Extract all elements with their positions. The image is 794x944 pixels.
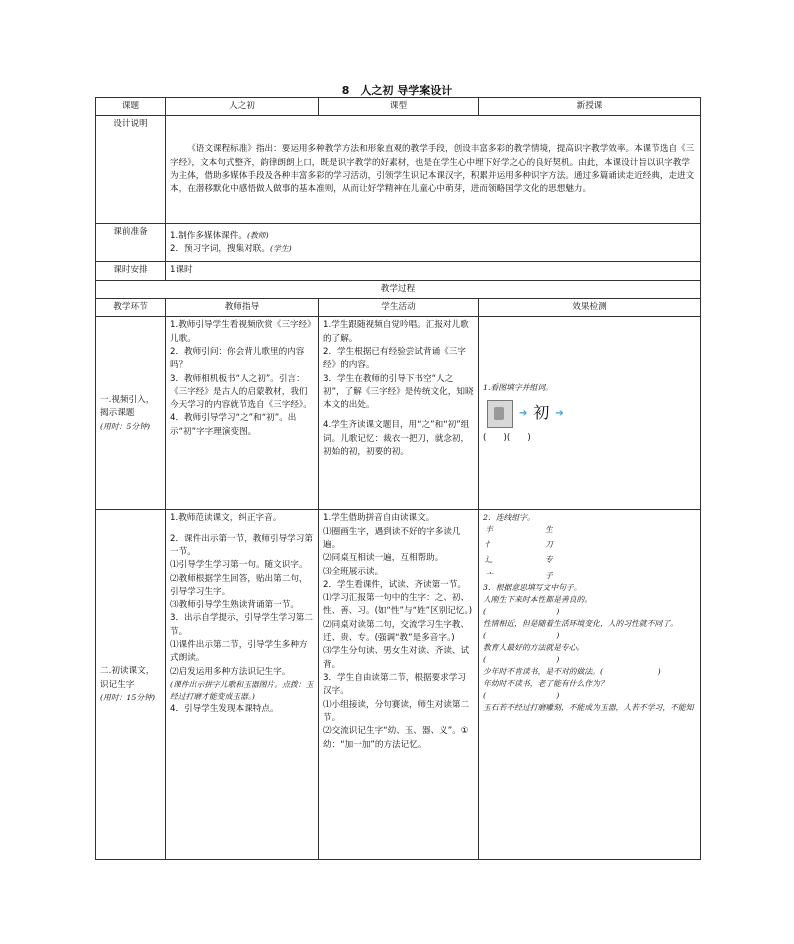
section-1-row [96,317,701,510]
char-evolution-figure [487,400,696,428]
arrow-right-icon: ➔ [519,407,528,419]
type-value: 新授课 [479,98,701,116]
time-value: 1课时 [166,262,701,280]
col-stage: 教学环节 [96,298,166,316]
section-1-stage: 一.视频引入，揭示课题 (用时：5分钟) [96,317,166,510]
lesson-plan-table [95,97,701,860]
section-2-row [96,510,701,860]
col-teacher: 教师指导 [166,298,319,316]
arrow-right-icon: ➔ [555,407,564,419]
column-header-row [96,298,701,316]
prep-row [96,224,701,262]
section-1-student: 1.学生跟随视频自觉吟唱。汇报对儿歌的了解。 2．学生根据已有经验尝试背诵《三字经》的内容。 3．学生在教师的引导下书空“人之初”，了解《三字经》是传统文化，知晓本文的出处。 4.学生齐读课文题目，用“之”和“初”组词。儿歌记忆：裁衣一把刀，就念初，初始的初，初要的初。 [319,317,479,510]
label-prep: 课前准备 [96,224,166,262]
col-check: 效果检测 [479,298,701,316]
section-2-student: 1.学生借助拼音自由读课文。 ⑴圈画生字，遇到读不好的字多读几遍。 ⑵同桌互相读一遍，互相帮助。 ⑶全班展示读。 2．学生看课件，试读、齐读第一节。 ⑴学习汇报第一句中的生字：之、初、性、善、习。(如“性”与“姓”区别记忆。) ⑵同桌对读第二句，交流学习生字教、迁、贵、专。(强调“教”是多音字。) ⑶学生分句读、男女生对读、齐读、试背。 3．学生自由读第二节，根据要求学习汉字。 ⑴小组接读，分句赛读，师生对读第二节。 ⑵交流识记生字“幼、玉、器、义”。①幼：“加一加”的方法记忆。 [319,510,479,860]
course-row [96,98,701,116]
prep-line-2: 2．预习字词，搜集对联。(学生) [170,243,292,254]
design-row [96,116,701,224]
time-row [96,262,701,280]
process-header-row [96,280,701,298]
char-match-grid: 丰 生 忄 刀 辶 专 亠 子 [485,525,553,580]
label-design: 设计说明 [96,116,166,224]
section-1-teacher: 1.教师引导学生看视频欣赏《三字经》儿歌。 2．教师引问：你会背儿歌里的内容吗？ 3．教师相机板书“人之初”。引言：《三字经》是古人的启蒙教材，我们今天学习的内容就节选自《三字经》。 4．教师引导学习“之”和“初”。出示“初”字字理演变图。 [166,317,319,510]
prep-line-1: 1.制作多媒体课件。(教师) [170,230,269,241]
label-type: 课型 [319,98,479,116]
answer-blanks: ( )( ) [483,432,531,443]
ancient-character: 初 [533,403,550,423]
section-2-stage: 二.初读课文，识记生字 (用时：15分钟) [96,510,166,860]
process-header: 教学过程 [96,280,701,298]
design-text: 《语文课程标准》指出：要运用多种教学方法和形象直观的教学手段，创设丰富多彩的教学情境，提高识字教学效率。本课节选自《三字经》，文本句式整齐，韵律朗朗上口，既是识字教学的好素材，也是在学生心中埋下好学之心的良好契机。由此，本课设计旨以识字教学为主体，借助多媒体手段及各种丰富多彩的学习活动，引领学生识记本课汉字，积累并运用多种识字方法。通过多篇诵读走近经典，走进文本，在潜移默化中感悟做人做事的基本准则，从而让好学精神在儿童心中萌芽，进而领略国学文化的思想魅力。 [170,144,695,195]
label-time: 课时安排 [96,262,166,280]
course-value: 人之初 [166,98,319,116]
page-title: 8 人之初 导学案设计 [341,84,453,97]
section-2-teacher: 1.教师范读课文，纠正字音。 2．课件出示第一节，教师引导学习第一节。 ⑴引导学生学习第一句。随文识字。 ⑵教师根据学生回答，贴出第二句，引导学习生字。 ⑶教师引导学生熟读背诵第一节。 3．出示自学提示，引导学生学习第二节。 ⑴课件出示第二节，引导学生多种方式朗读。 ⑵启发运用多种方法识记生字。 (课件出示拼字儿歌和玉器图片。点拨：玉经过打磨才能变成玉器。) 4．引导学生发现本课特点。 [166,510,319,860]
section-2-check: 2．连线组字。 丰 生 忄 刀 辶 专 亠 子 3．根据意思填写文中句子。 人刚生下来时本性都是善良的。 ( ) 性情相近，但是随着生活环境变化，人的习性就不同了。 ( ) 教育人最好的方法就是专心。 ( ) 少年时不肯读书，是不对的做法。( ) 年幼时不读书，老了能有什么作为？ ( ) 玉石若不经过打磨雕刻，不能成为玉器，人若不学习，不能知 [479,510,701,860]
garment-picture [487,400,513,428]
col-student: 学生活动 [319,298,479,316]
label-course: 课题 [96,98,166,116]
section-1-check: 1.看图填字并组词。 ➔ 初 ➔ ( )( ) [479,317,701,510]
